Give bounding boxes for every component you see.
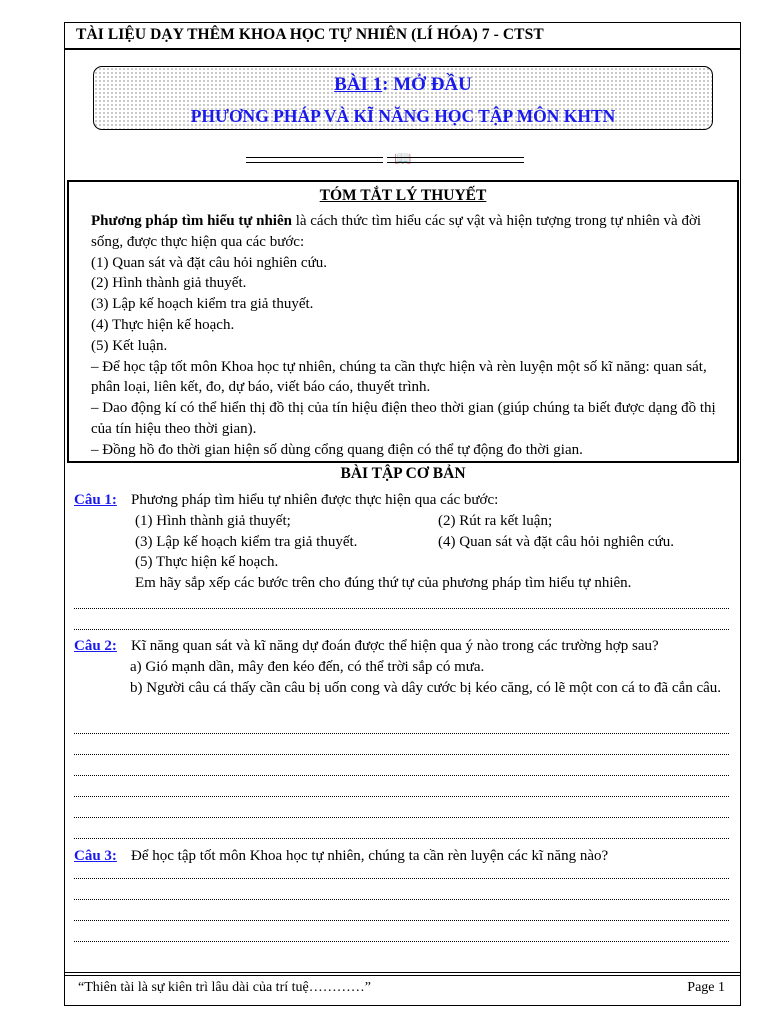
answer-line [74,733,729,734]
theory-body [91,211,729,461]
answer-line [74,796,729,797]
answer-line [74,775,729,776]
question-1-option: (1) Hình thành giả thuyết; [135,512,291,529]
question-1-text: Phương pháp tìm hiểu tự nhiên được thực hiện qua các bước: [131,492,499,508]
lesson-name: : MỞ ĐẦU [382,74,472,95]
theory-intro-bold: Phương pháp tìm hiểu tự nhiên [91,213,292,229]
answer-line [74,941,729,942]
theory-step: (4) Thực hiện kế hoạch. [91,316,235,333]
theory-note: – Dao động kí có thể hiển thị đồ thị của tín hiệu điện theo thời gian (giúp chúng ta biết được dạng đồ thị của tín hiệu theo thời gian). [91,400,716,437]
footer-rule [64,972,741,973]
divider-bar-left [246,157,383,163]
question-1 [74,490,738,594]
lesson-number: BÀI 1 [334,74,383,95]
lesson-title [94,73,712,97]
theory-step: (2) Hình thành giả thuyết. [91,275,247,292]
question-1-instruction: Em hãy sắp xếp các bước trên cho đúng thứ tự của phương pháp tìm hiểu tự nhiên. [135,575,632,592]
question-2-option-b: b) Người câu cá thấy cần câu bị uốn cong và dây cước bị kéo căng, có lẽ một con cá to đã cắn câu. [130,679,722,696]
question-2-text: Kĩ năng quan sát và kĩ năng dự đoán được thể hiện qua ý nào trong các trường hợp sau? [131,638,659,654]
document-header: TÀI LIỆU DẠY THÊM KHOA HỌC TỰ NHIÊN (LÍ HÓA) 7 - CTST [76,26,544,43]
theory-heading: TÓM TẮT LÝ THUYẾT [319,187,487,204]
answer-line [74,838,729,839]
question-1-option: (3) Lập kế hoạch kiểm tra giả thuyết. [135,533,358,550]
question-1-options-row [74,532,738,553]
answer-line [74,629,729,630]
question-1-option: (2) Rút ra kết luận; [438,512,553,529]
theory-note: – Đồng hồ đo thời gian hiện số dùng cổng quang điện có thể tự động đo thời gian. [91,441,583,458]
lesson-subtitle: PHƯƠNG PHÁP VÀ KĨ NĂNG HỌC TẬP MÔN KHTN [190,106,616,126]
question-1-options-row [74,511,738,532]
answer-line [74,920,729,921]
question-2-option-a: a) Gió mạnh dần, mây đen kéo đến, có thể trời sắp có mưa. [130,658,485,675]
theory-note: – Để học tập tốt môn Khoa học tự nhiên, chúng ta cần thực hiện và rèn luyện một số kĩ năng: quan sát, phân loại, liên kết, đo, dự báo, viết báo cáo, thuyết trình. [91,358,707,396]
answer-line [74,754,729,755]
divider-bar-right [387,157,524,163]
footer-rule [64,975,741,976]
header-rule [64,48,741,50]
theory-intro-rest: là cách thức tìm hiểu các sự vật và hiện tượng trong tự nhiên và đời sống, được thực hiện qua các bước: [91,213,702,250]
footer-quote: “Thiên tài là sự kiên trì lâu dài của trí tuệ…………” [78,980,371,995]
answer-line [74,817,729,818]
question-3-text: Để học tập tốt môn Khoa học tự nhiên, chúng ta cần rèn luyện các kĩ năng nào? [131,848,609,864]
theory-intro [91,211,729,253]
ornament-divider [246,151,524,167]
theory-step: (3) Lập kế hoạch kiểm tra giả thuyết. [91,296,314,313]
theory-step: (5) Kết luận. [91,337,168,354]
question-3-label: Câu 3: [74,848,117,864]
question-1-option: (4) Quan sát và đặt câu hỏi nghiên cứu. [438,533,674,550]
answer-line [74,899,729,900]
exercises-heading: BÀI TẬP CƠ BẢN [340,465,466,482]
question-3 [74,846,738,867]
theory-summary-box [67,180,739,463]
question-1-label: Câu 1: [74,492,117,508]
lesson-title-box [93,66,713,130]
theory-step: (1) Quan sát và đặt câu hỏi nghiên cứu. [91,254,327,271]
question-2-label: Câu 2: [74,638,117,654]
answer-line [74,878,729,879]
book-icon: 📖 [394,151,412,167]
answer-line [74,608,729,609]
page-number: Page 1 [687,980,725,995]
question-1-option: (5) Thực hiện kế hoạch. [135,554,279,571]
question-2 [74,636,738,698]
